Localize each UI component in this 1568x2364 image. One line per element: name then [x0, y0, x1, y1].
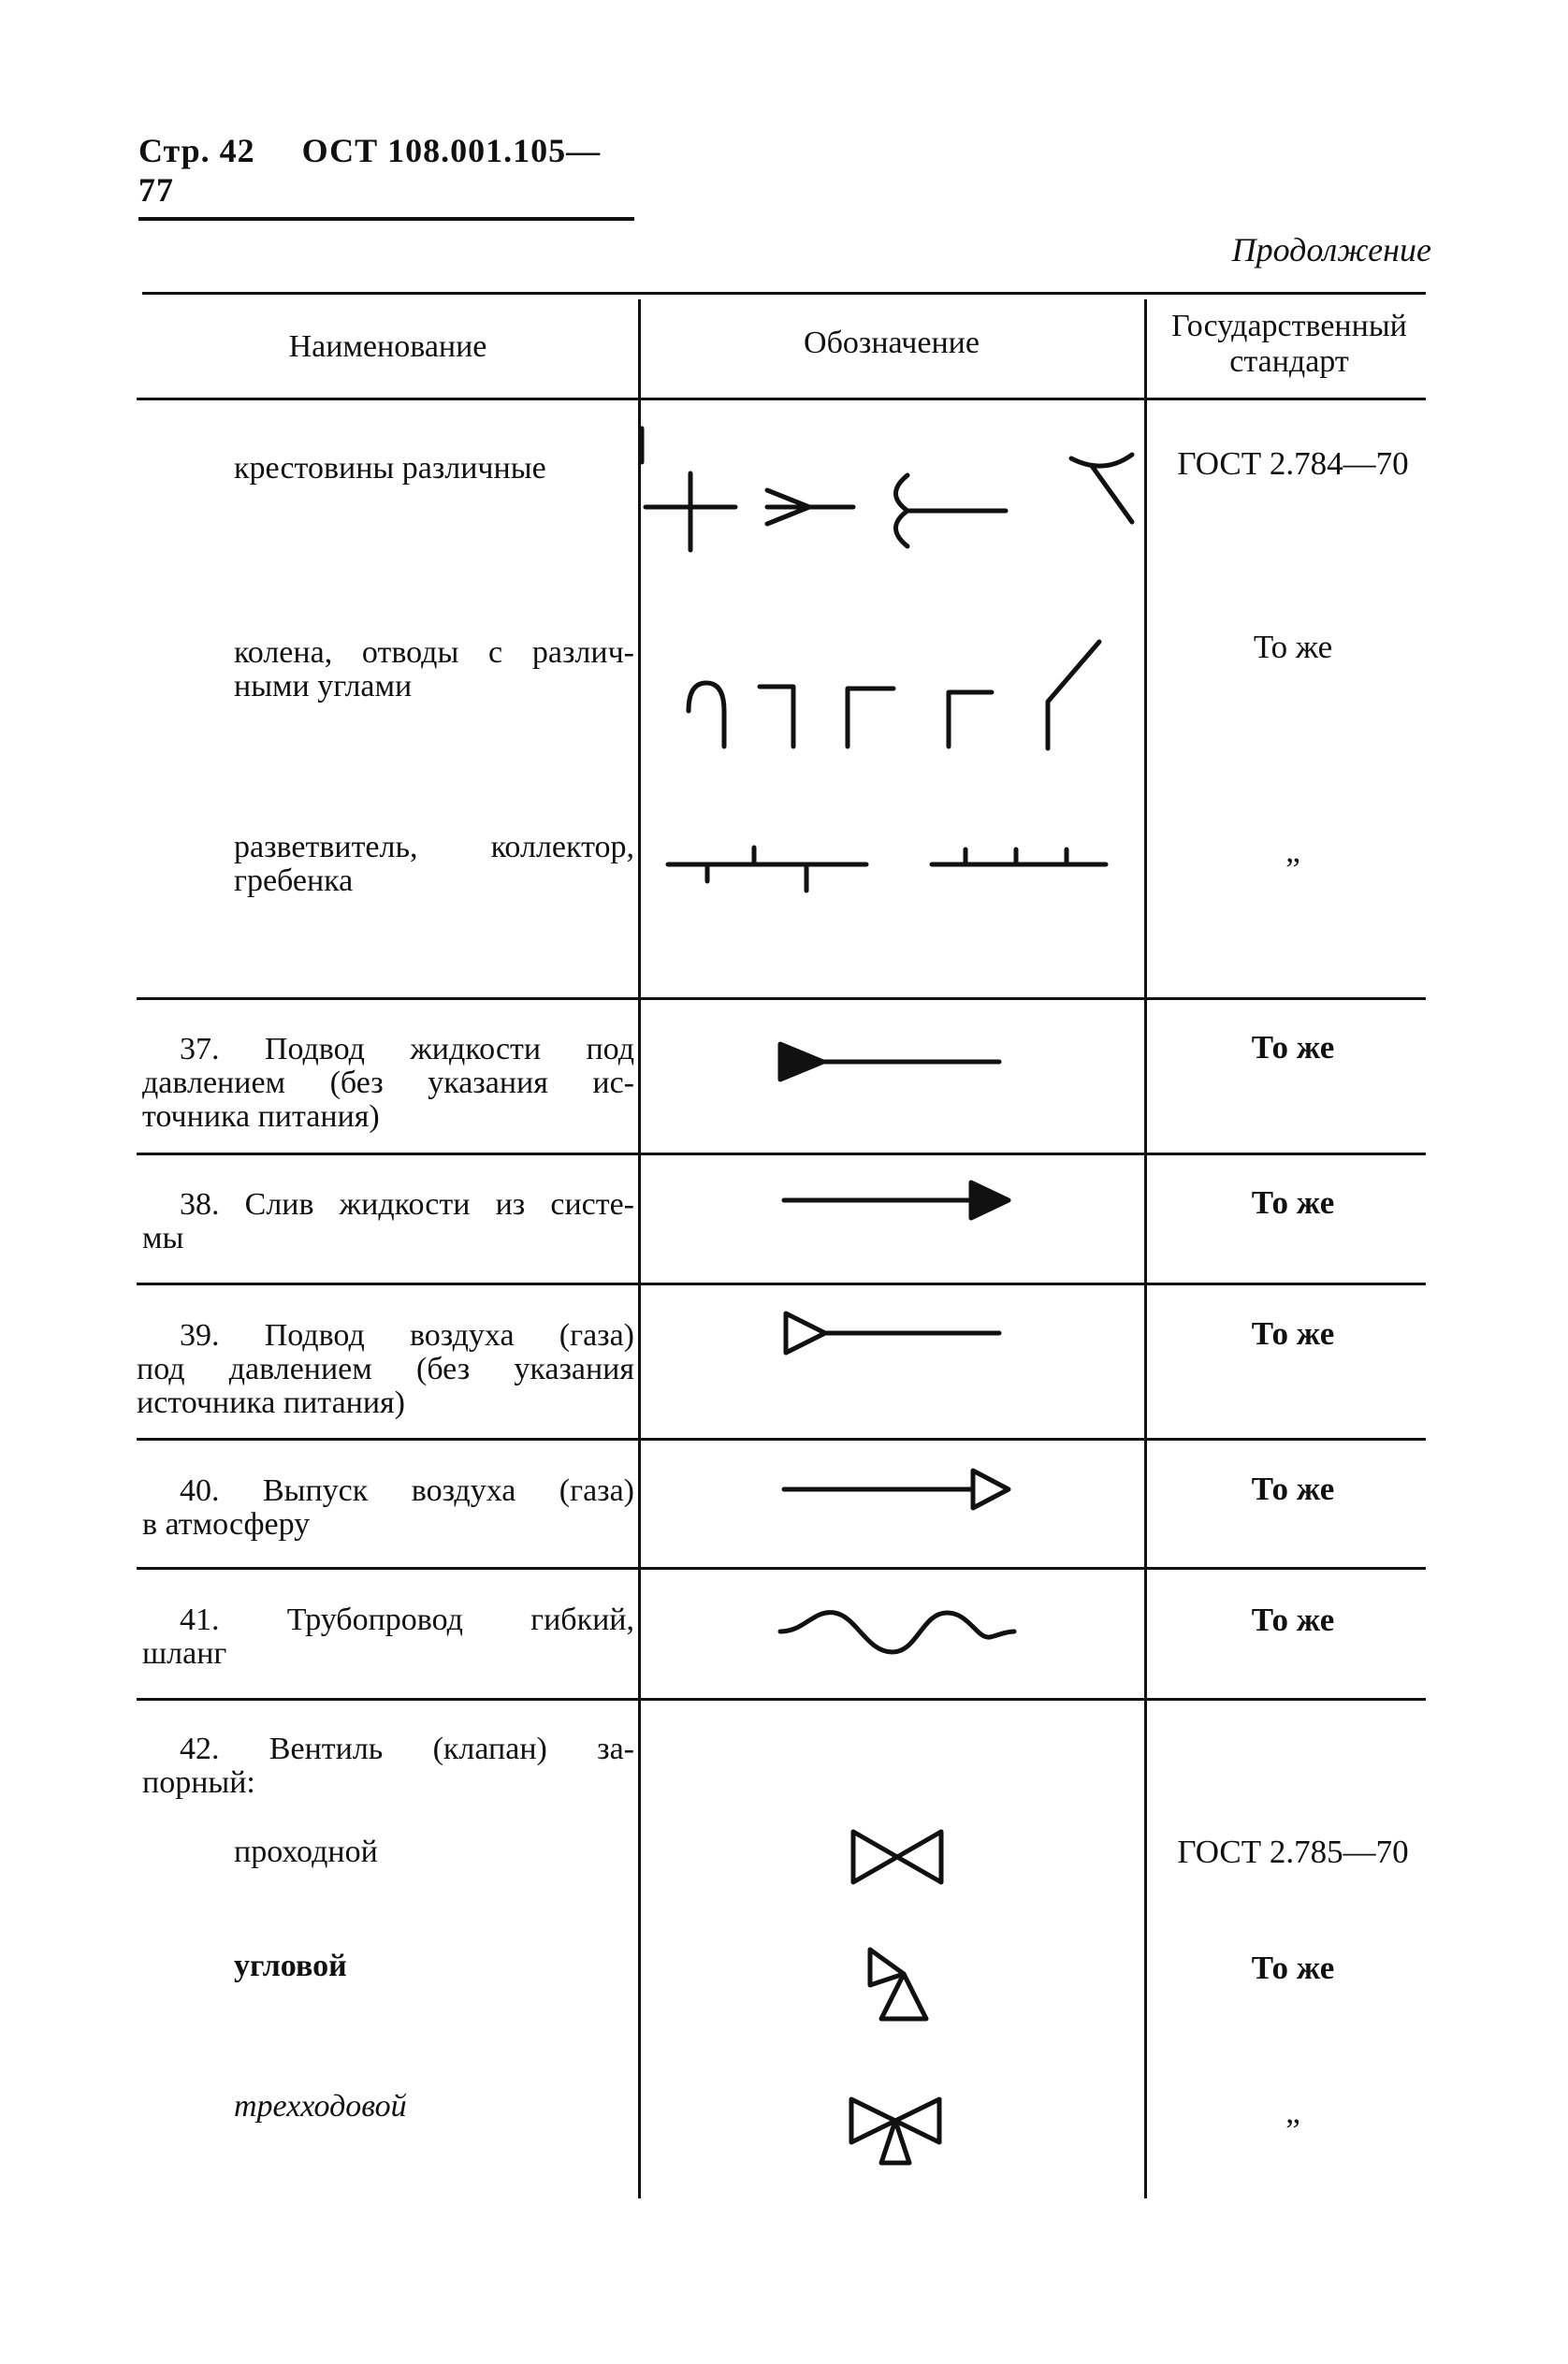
flexible-hose-icon [777, 1600, 1020, 1665]
row-name-manifold-line2: гребенка [234, 863, 354, 898]
row-standard-40: То же [1251, 1471, 1335, 1507]
row-name-39-line3: источника питания) [137, 1385, 406, 1420]
row-standard-41: То же [1251, 1602, 1335, 1638]
header-bottom-rule [137, 398, 1426, 400]
row-name-elbows-line1: колена, отводы с различ- [234, 635, 634, 670]
row-name-manifold-line1: разветвитель, коллектор, [234, 830, 634, 864]
row-name-42 [142, 1733, 634, 1766]
pipe-elbow-symbols-icon [674, 636, 1123, 767]
row-standard-valve-angle: То же [1251, 1950, 1335, 1986]
column-header-standard-line1: Государственный [1171, 309, 1407, 343]
row-name-41 [142, 1603, 634, 1637]
liquid-drain-arrow-icon [780, 1177, 1014, 1224]
table-top-rule [142, 292, 1426, 295]
row-name-manifold [234, 831, 634, 864]
row-name-40-line2: в атмосферу [142, 1507, 311, 1542]
row-name-valve-angle: угловой [234, 1949, 347, 1983]
column-divider-1 [638, 299, 641, 2198]
row-name-41-line1: 41. Трубопровод гибкий, [180, 1603, 634, 1637]
column-divider-2 [1144, 299, 1147, 2198]
air-supply-arrow-icon [780, 1306, 1014, 1362]
row-name-38 [142, 1188, 634, 1222]
row-name-elbows [234, 636, 634, 670]
row-rule [137, 1567, 1426, 1570]
row-standard-manifold: „ [1285, 833, 1300, 869]
page-number: Стр. 42 [138, 132, 255, 169]
pipe-manifold-symbols-icon [655, 833, 1123, 907]
row-name-42-line1: 42. Вентиль (клапан) за- [180, 1732, 634, 1766]
row-standard-39: То же [1251, 1315, 1335, 1352]
row-standard-valve-through: ГОСТ 2.785—70 [1177, 1834, 1409, 1870]
row-name-39 [137, 1319, 634, 1386]
row-standard-elbows: То же [1253, 629, 1333, 665]
row-name-38-line2: мы [142, 1221, 184, 1255]
row-name-39-line1: 39. Подвод воздуха (газа) [180, 1318, 634, 1353]
column-header-standard-line2: стандарт [1229, 344, 1349, 379]
row-rule [137, 1698, 1426, 1701]
through-valve-icon [848, 1824, 951, 1890]
row-standard-38: То же [1251, 1184, 1335, 1221]
row-name-38-line1: 38. Слив жидкости из систе- [180, 1187, 634, 1222]
air-exhaust-arrow-icon [780, 1463, 1014, 1516]
row-name-37-line3: точника питания) [142, 1099, 380, 1134]
row-name-42-line2: порный: [142, 1765, 255, 1800]
row-name-40 [142, 1474, 634, 1508]
row-name-37 [142, 1033, 634, 1100]
row-name-41-line2: шланг [142, 1636, 227, 1671]
row-standard-37: То же [1251, 1029, 1335, 1066]
column-header-name: Наименование [288, 329, 487, 364]
document-code: ОСТ 108.001.105—77 [138, 132, 602, 209]
row-name-valve-threeway: трехходовой [234, 2089, 407, 2124]
three-way-valve-icon [846, 2092, 949, 2185]
row-name-37-line1: 37. Подвод жидкости под [180, 1032, 634, 1066]
row-rule [137, 1153, 1426, 1155]
row-rule [137, 1438, 1426, 1441]
column-header-symbol: Обозначение [804, 326, 980, 360]
row-name-39-line2: под давлением (без указания [137, 1352, 634, 1386]
row-name-37-line2: давлением (без указания ис- [142, 1066, 634, 1100]
pipe-cross-symbols-icon [636, 428, 1141, 559]
row-name-crosses: крестовины различные [234, 451, 546, 486]
row-standard-valve-threeway: „ [1285, 2094, 1300, 2130]
row-name-elbows-line2: ными углами [234, 669, 413, 703]
continuation-label: Продолжение [1231, 231, 1431, 268]
page-header [138, 131, 634, 221]
angle-valve-icon [861, 1936, 945, 2030]
row-rule [137, 997, 1426, 1000]
row-standard-crosses: ГОСТ 2.784—70 [1177, 445, 1409, 482]
row-rule [137, 1283, 1426, 1285]
row-name-valve-through: проходной [234, 1835, 378, 1869]
row-name-40-line1: 40. Выпуск воздуха (газа) [180, 1473, 634, 1508]
column-header-standard [1149, 309, 1430, 380]
liquid-supply-arrow-icon [777, 1038, 1010, 1085]
